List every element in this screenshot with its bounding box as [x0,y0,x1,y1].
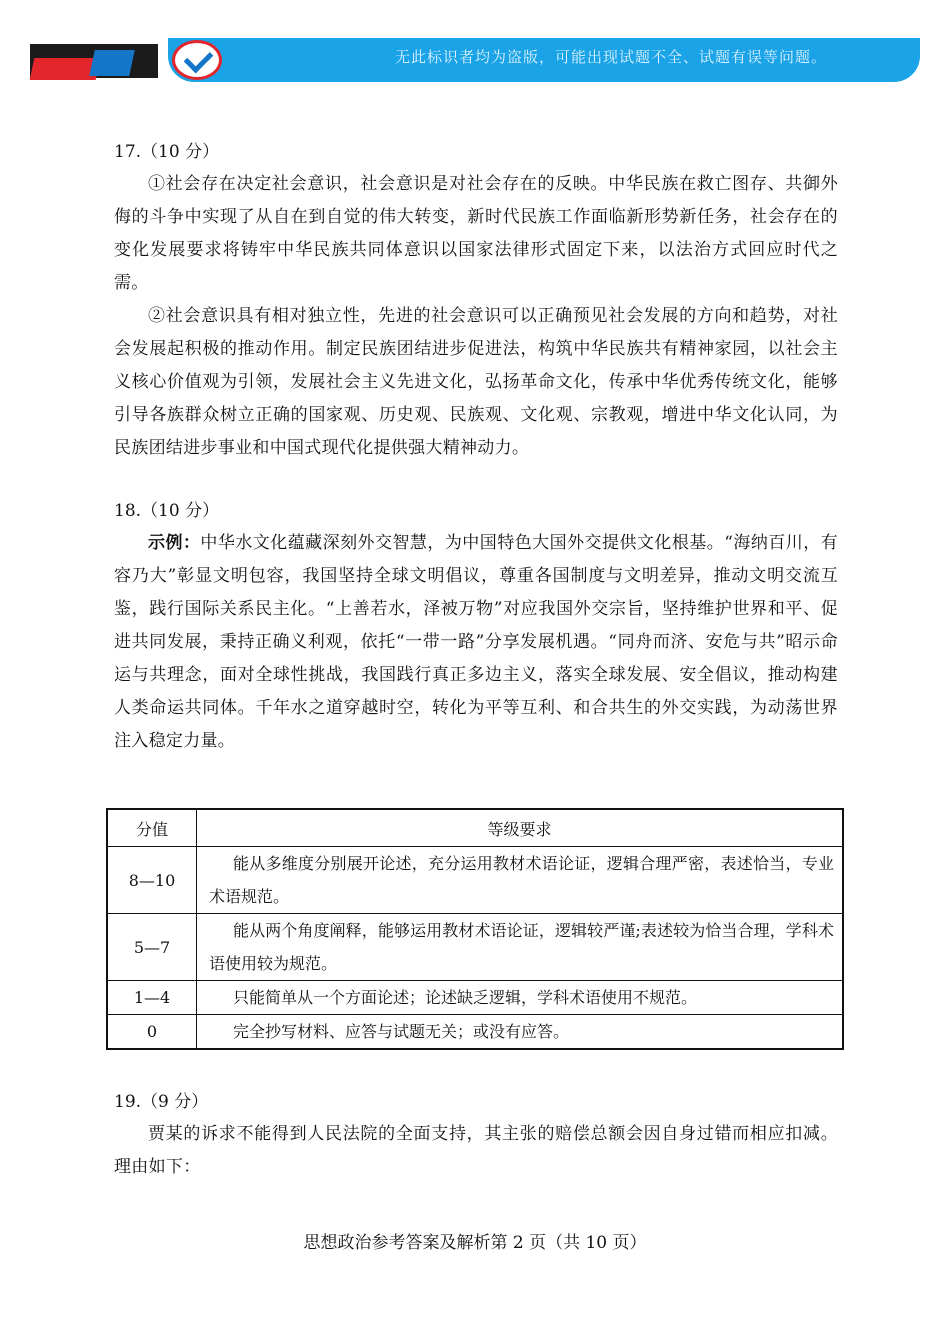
table-row [107,1015,843,1050]
question-19-text: 贾某的诉求不能得到人民法院的全面支持，其主张的赔偿总额会因自身过错而相应扣减。理由如下： [114,1124,838,1177]
score-cell: 5—7 [107,914,197,981]
page-header [0,0,950,84]
question-18-text: 中华水文化蕴藏深刻外交智慧，为中国特色大国外交提供文化根基。“海纳百川，有容乃大”彰显文明包容，我国坚持全球文明倡议，尊重各国制度与文明差异，推动文明交流互鉴，践行国际关系民主化。“上善若水，泽被万物”对应我国外交宗旨，坚持维护世界和平、促进共同发展，秉持正确义利观，依托“一带一路”分享发展机遇。“同舟而济、安危与共”昭示命运与共理念，面对全球性挑战，我国践行真正多边主义，落实全球发展、安全倡议，推动构建人类命运共同体。千年水之道穿越时空，转化为平等互利、和合共生的外交实践，为动荡世界注入稳定力量。 [114,533,838,751]
requirement-cell: 完全抄写材料、应答与试题无关；或没有应答。 [197,1015,844,1050]
requirement-cell: 只能简单从一个方面论述；论述缺乏逻辑，学科术语使用不规范。 [197,981,844,1015]
page-footer: 思想政治参考答案及解析第 2 页（共 10 页） [303,1233,647,1253]
requirement-column-header: 等级要求 [197,809,844,847]
score-cell: 1—4 [107,981,197,1015]
table-row [107,981,843,1015]
question-17-point-2: ②社会意识具有相对独立性，先进的社会意识可以正确预见社会发展的方向和趋势，对社会发展起积极的推动作用。制定民族团结进步促进法，构筑中华民族共有精神家园，以社会主义核心价值观为引领，发展社会主义先进文化，弘扬革命文化，传承中华优秀传统文化，能够引导各族群众树立正确的国家观、历史观、民族观、文化观、宗教观，增进中华文化认同，为民族团结进步事业和中国式现代化提供强大精神动力。 [114,306,838,458]
banner-text: 无此标识者均为盗版，可能出现试题不全、试题有误等问题。 [395,48,828,66]
question-17-point-1: ①社会存在决定社会意识，社会意识是对社会存在的反映。中华民族在救亡图存、共御外侮的斗争中实现了从自在到自觉的伟大转变，新时代民族工作面临新形势新任务，社会存在的变化发展要求将铸牢中华民族共同体意识以国家法律形式固定下来，以法治方式回应时代之需。 [114,174,838,293]
question-18-answer [114,527,838,758]
publisher-logo-blue-mark [89,50,135,76]
score-cell: 8—10 [107,847,197,914]
question-17-title: 17.（10 分） [114,142,220,162]
grading-table [106,808,844,1050]
requirement-cell: 能从多维度分别展开论述，充分运用教材术语论证，逻辑合理严密，表述恰当，专业术语规范。 [197,847,844,914]
question-19-title: 19.（9 分） [114,1092,209,1112]
score-cell: 0 [107,1015,197,1050]
question-19 [114,1086,838,1184]
table-header-row [107,809,843,847]
score-column-header: 分值 [107,809,197,847]
example-label: 示例： [148,533,201,553]
question-18-title: 18.（10 分） [114,501,220,521]
requirement-cell: 能从两个角度阐释，能够运用教材术语论证，逻辑较严谨;表述较为恰当合理，学科术语使用较为规范。 [197,914,844,981]
table-row [107,914,843,981]
answer-content [114,136,838,758]
table-row [107,847,843,914]
